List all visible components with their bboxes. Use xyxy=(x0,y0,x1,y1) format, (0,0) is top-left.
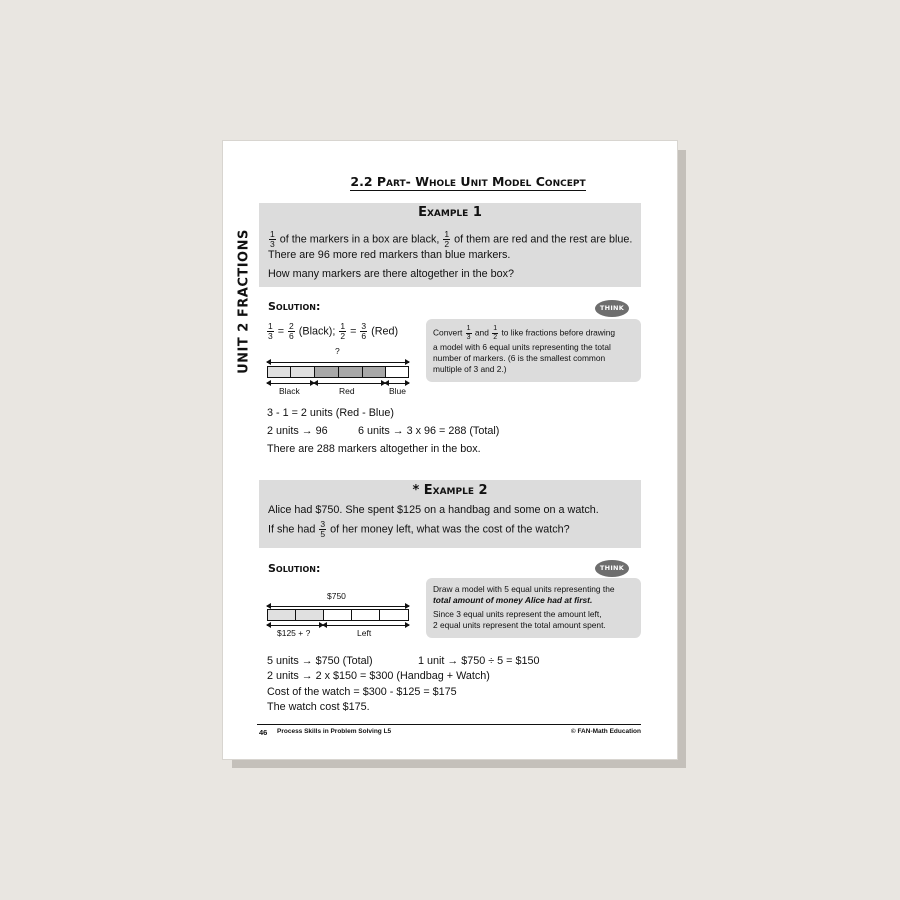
fraction: $\frac{1}{3}$ xyxy=(268,321,273,341)
model-1-label-black: Black xyxy=(279,386,300,396)
solution-2-step-3: Cost of the watch = $300 - $125 = $175 xyxy=(267,686,457,698)
think-2-line-4: 2 equal units represent the total amount spent. xyxy=(433,620,606,630)
think-2-line-1: Draw a model with 5 equal units representing the xyxy=(433,584,615,594)
footer-rule xyxy=(257,724,641,725)
model-1-label-blue: Blue xyxy=(389,386,407,396)
fraction: $\frac{1}{2}$ xyxy=(340,321,346,341)
unit-black xyxy=(267,366,291,378)
think-badge-2: THINK xyxy=(595,560,629,577)
unit-left xyxy=(323,609,352,621)
example-1-line-3: How many markers are there altogether in the box? xyxy=(268,268,515,280)
fraction: $\frac{1}{2}$ xyxy=(493,325,498,341)
fraction: $\frac{1}{2}$ xyxy=(444,229,450,249)
solution-2-heading: Solution: xyxy=(268,562,321,575)
example-1-box xyxy=(259,203,641,287)
think-box-2 xyxy=(426,578,641,638)
solution-1-heading: Solution: xyxy=(268,300,321,313)
unit-red xyxy=(314,366,339,378)
think-2-line-2: total amount of money Alice had at first. xyxy=(433,595,593,605)
example-2-line-2: If she had $\frac{3}{5}$ of her money left, what was the cost of the watch? xyxy=(268,519,570,539)
solution-1-step-2a: 2 units → 96 xyxy=(267,425,328,437)
unit-left xyxy=(351,609,380,621)
book-title: Process Skills in Problem Solving L5 xyxy=(277,728,392,735)
page-number: 46 xyxy=(259,728,268,737)
copyright: © FAN-Math Education xyxy=(570,728,641,735)
example-1-heading: Example 1 xyxy=(418,205,482,220)
unit-side-label xyxy=(229,189,257,429)
unit-label-text: UNIT 2 FRACTIONS xyxy=(236,229,252,374)
section-title xyxy=(259,174,677,189)
solution-1-answer: There are 288 markers altogether in the box. xyxy=(267,443,481,455)
fraction: $\frac{3}{6}$ xyxy=(361,321,367,341)
think-box-1 xyxy=(426,319,641,382)
solution-2-answer: The watch cost $175. xyxy=(267,701,370,713)
solution-1-step-2b: 6 units → 3 x 96 = 288 (Total) xyxy=(358,425,500,437)
example-2-heading: * Example 2 xyxy=(412,483,488,498)
fraction: $\frac{2}{6}$ xyxy=(289,321,294,341)
unit-spent xyxy=(267,609,296,621)
unit-red xyxy=(362,366,386,378)
solution-1-equation: $\frac{1}{3}$ = $\frac{2}{6}$ (Black); $\frac{1}{2}$ = $\frac{3}{6}$ (Red) xyxy=(268,321,399,341)
model-1-bar xyxy=(267,366,409,378)
think-1-line-2: a model with 6 equal units representing the total xyxy=(433,342,611,352)
model-2-label-left: Left xyxy=(357,628,372,638)
unit-black xyxy=(290,366,315,378)
solution-1-step-1: 3 - 1 = 2 units (Red - Blue) xyxy=(267,407,394,419)
model-1-black-arrow xyxy=(267,383,314,384)
example-2-line-1: Alice had $750. She spent $125 on a handbag and some on a watch. xyxy=(268,504,599,516)
unit-blue xyxy=(385,366,409,378)
worksheet-page xyxy=(223,141,677,759)
bar-model-1 xyxy=(267,346,409,398)
example-1-line-1: $\frac{1}{3}$ of the markers in a box are black, $\frac{1}{2}$ of them are red and the rest are blue. xyxy=(270,229,633,249)
unit-left xyxy=(379,609,409,621)
model-2-total-arrow xyxy=(267,606,409,607)
model-1-total-arrow xyxy=(267,362,409,363)
think-2-line-3: Since 3 equal units represent the amount left, xyxy=(433,609,602,619)
example-2-box xyxy=(259,480,641,548)
model-2-left-arrow xyxy=(323,625,409,626)
model-1-red-arrow xyxy=(314,383,385,384)
unit-red xyxy=(338,366,363,378)
bar-model-2 xyxy=(267,591,409,641)
solution-2-step-2: 2 units → 2 x $150 = $300 (Handbag + Watch) xyxy=(267,670,490,682)
model-1-total-label: ? xyxy=(335,346,340,356)
solution-2-step-1b: 1 unit → $750 ÷ 5 = $150 xyxy=(418,655,540,667)
think-1-line-4: multiple of 3 and 2.) xyxy=(433,364,507,374)
think-badge-1: THINK xyxy=(595,300,629,317)
model-1-blue-arrow xyxy=(385,383,409,384)
think-1-line-1: Convert $\frac{1}{3}$ and $\frac{1}{2}$ to like fractions before drawing xyxy=(433,325,616,341)
fraction: $\frac{3}{5}$ xyxy=(320,519,326,539)
section-title-text: 2.2 Part- Whole Unit Model Concept xyxy=(350,174,586,189)
model-2-bar xyxy=(267,609,409,621)
fraction: $\frac{1}{3}$ xyxy=(270,229,275,249)
model-1-label-red: Red xyxy=(339,386,355,396)
model-2-spent-arrow xyxy=(267,625,323,626)
solution-2-step-1a: 5 units → $750 (Total) xyxy=(267,655,373,667)
unit-spent xyxy=(295,609,324,621)
think-1-line-3: number of markers. (6 is the smallest common xyxy=(433,353,606,363)
model-2-label-spent: $125 + ? xyxy=(277,628,311,638)
example-1-line-2: There are 96 more red markers than blue markers. xyxy=(268,249,511,261)
model-2-total-label: $750 xyxy=(327,591,346,601)
fraction: $\frac{1}{3}$ xyxy=(466,325,471,341)
